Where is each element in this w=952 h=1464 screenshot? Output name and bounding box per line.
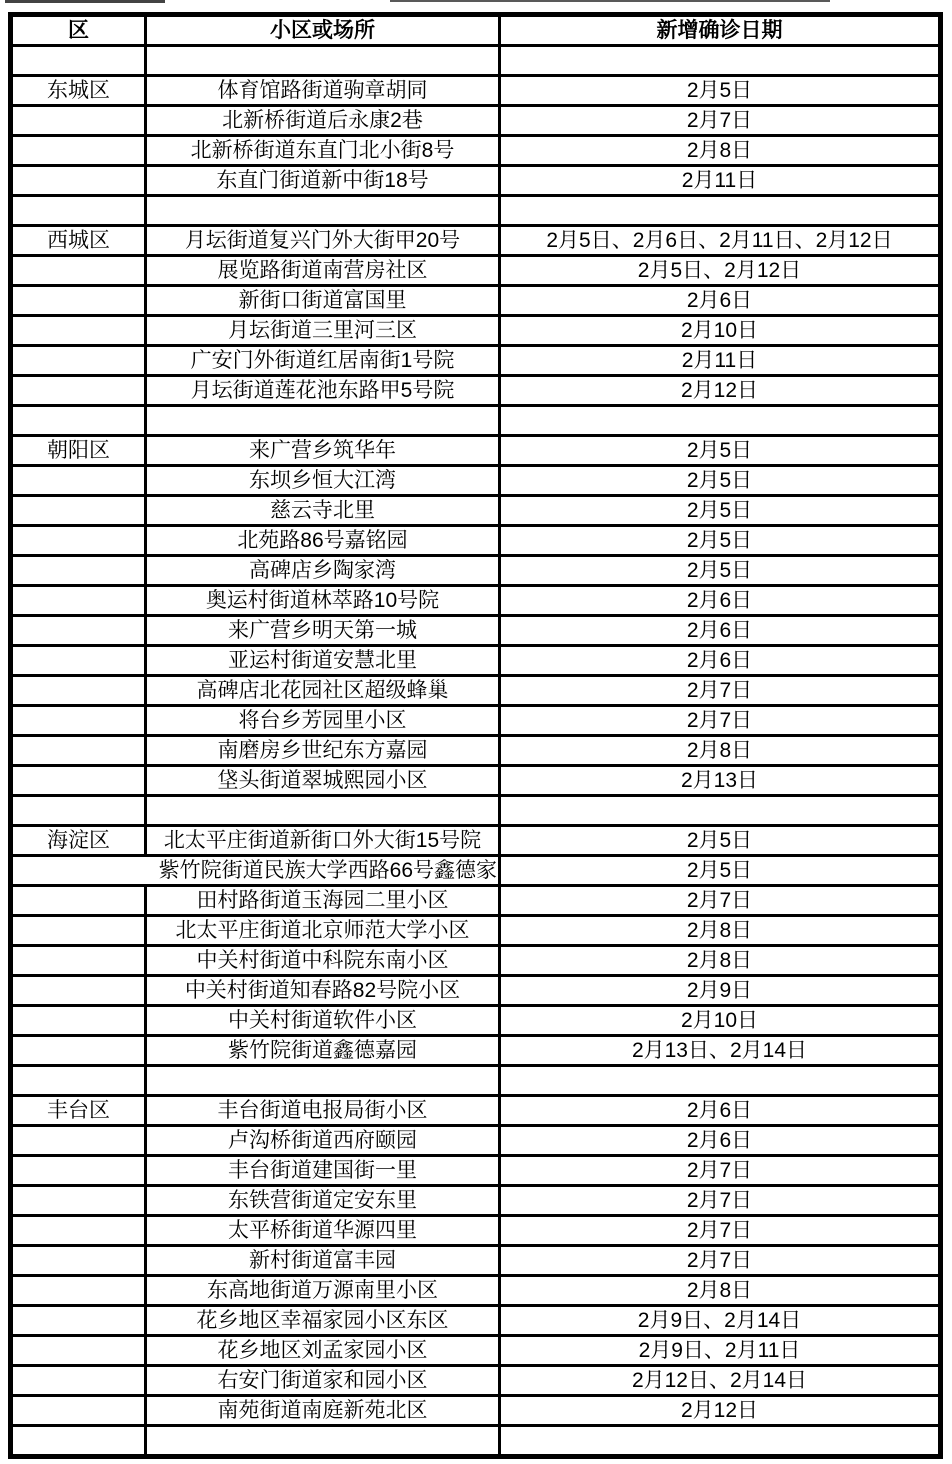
cell-place: 太平桥街道华源四里 — [146, 1216, 500, 1246]
cell-district — [11, 796, 146, 826]
cell-dates: 2月11日 — [500, 346, 941, 376]
table-row — [11, 256, 941, 286]
table-row — [11, 616, 941, 646]
cell-dates: 2月9日、2月11日 — [500, 1336, 941, 1366]
cell-place: 慈云寺北里 — [146, 496, 500, 526]
cell-district: 西城区 — [11, 226, 146, 256]
cell-place — [146, 196, 500, 226]
cell-dates: 2月6日 — [500, 286, 941, 316]
cell-district — [11, 976, 146, 1006]
cell-place: 广安门外街道红居南街1号院 — [146, 346, 500, 376]
cell-place — [146, 1066, 500, 1096]
cell-place: 右安门街道家和园小区 — [146, 1366, 500, 1396]
cell-district: 丰台区 — [11, 1096, 146, 1126]
cell-district — [11, 406, 146, 436]
cell-place: 丰台街道建国街一里 — [146, 1156, 500, 1186]
cell-district — [11, 1276, 146, 1306]
cell-place: 来广营乡筑华年 — [146, 436, 500, 466]
cell-dates: 2月11日 — [500, 166, 941, 196]
cell-district — [11, 556, 146, 586]
cell-place: 将台乡芳园里小区 — [146, 706, 500, 736]
cell-district — [11, 376, 146, 406]
table-row — [11, 1006, 941, 1036]
col-header-dates: 新增确诊日期 — [500, 15, 941, 46]
table-row — [11, 1306, 941, 1336]
cell-place: 卢沟桥街道西府颐园 — [146, 1126, 500, 1156]
cell-dates — [500, 1066, 941, 1096]
table-row — [11, 1126, 941, 1156]
table-row — [11, 436, 941, 466]
cropped-border-artifact — [5, 0, 165, 3]
table-row — [11, 1186, 941, 1216]
cell-place — [146, 796, 500, 826]
cell-district — [11, 316, 146, 346]
cell-place: 中关村街道中科院东南小区 — [146, 946, 500, 976]
cell-dates: 2月5日 — [500, 856, 941, 886]
cell-district — [11, 1036, 146, 1066]
cell-district — [11, 916, 146, 946]
cell-place: 月坛街道莲花池东路甲5号院 — [146, 376, 500, 406]
cell-district — [11, 1186, 146, 1216]
cell-place — [146, 1426, 500, 1457]
cell-place: 中关村街道知春路82号院小区 — [146, 976, 500, 1006]
table-row — [11, 1426, 941, 1457]
table-row — [11, 826, 941, 856]
cell-dates: 2月6日 — [500, 646, 941, 676]
cell-dates: 2月5日 — [500, 556, 941, 586]
cell-dates: 2月8日 — [500, 736, 941, 766]
cell-place: 垡头街道翠城熙园小区 — [146, 766, 500, 796]
table-row — [11, 1276, 941, 1306]
cell-district — [11, 1066, 146, 1096]
cell-dates: 2月5日、2月12日 — [500, 256, 941, 286]
cell-dates: 2月5日 — [500, 436, 941, 466]
table-row — [11, 856, 941, 886]
table-row — [11, 376, 941, 406]
table-row — [11, 676, 941, 706]
cell-district — [11, 106, 146, 136]
cell-dates: 2月5日 — [500, 496, 941, 526]
table-row — [11, 586, 941, 616]
table-row — [11, 796, 941, 826]
table-row — [11, 286, 941, 316]
table-row — [11, 106, 941, 136]
cell-dates: 2月8日 — [500, 946, 941, 976]
table-row — [11, 646, 941, 676]
cell-dates: 2月13日、2月14日 — [500, 1036, 941, 1066]
cell-district — [11, 136, 146, 166]
cell-dates: 2月8日 — [500, 1276, 941, 1306]
table-row — [11, 1396, 941, 1426]
cell-district — [11, 586, 146, 616]
cell-place: 花乡地区幸福家园小区东区 — [146, 1306, 500, 1336]
cell-dates — [500, 196, 941, 226]
table-row — [11, 406, 941, 436]
table-row — [11, 766, 941, 796]
cell-place: 奥运村街道林萃路10号院 — [146, 586, 500, 616]
covid-location-table — [8, 12, 943, 1459]
cell-district — [11, 1336, 146, 1366]
cropped-border-artifact — [390, 0, 830, 2]
cell-district — [11, 526, 146, 556]
cell-district — [11, 706, 146, 736]
cell-district — [11, 1216, 146, 1246]
table-row — [11, 196, 941, 226]
table-row — [11, 976, 941, 1006]
table-row — [11, 706, 941, 736]
cell-place: 中关村街道软件小区 — [146, 1006, 500, 1036]
table-row — [11, 1216, 941, 1246]
cell-district: 东城区 — [11, 76, 146, 106]
cell-place: 花乡地区刘孟家园小区 — [146, 1336, 500, 1366]
cell-dates: 2月12日 — [500, 376, 941, 406]
cell-district — [11, 1366, 146, 1396]
table-row — [11, 76, 941, 106]
cell-place: 田村路街道玉海园二里小区 — [146, 886, 500, 916]
table-row — [11, 226, 941, 256]
cell-district — [11, 346, 146, 376]
cell-place: 高碑店乡陶家湾 — [146, 556, 500, 586]
cell-district — [11, 886, 146, 916]
table-row — [11, 316, 941, 346]
table-row — [11, 46, 941, 76]
cell-district — [11, 736, 146, 766]
table-row — [11, 916, 941, 946]
cell-dates: 2月7日 — [500, 886, 941, 916]
cell-place: 月坛街道三里河三区 — [146, 316, 500, 346]
cell-district — [11, 766, 146, 796]
cell-district — [11, 256, 146, 286]
cell-dates: 2月12日 — [500, 1396, 941, 1426]
cell-dates: 2月13日 — [500, 766, 941, 796]
cell-dates — [500, 796, 941, 826]
cell-district: 海淀区 — [11, 826, 146, 856]
cell-district — [11, 1306, 146, 1336]
cell-district — [11, 1396, 146, 1426]
cell-place: 北太平庄街道新街口外大街15号院 — [146, 826, 500, 856]
table-row — [11, 1036, 941, 1066]
cell-dates: 2月5日 — [500, 826, 941, 856]
cell-dates: 2月5日 — [500, 466, 941, 496]
cell-district — [11, 1156, 146, 1186]
table-row — [11, 466, 941, 496]
cell-dates: 2月8日 — [500, 916, 941, 946]
cell-place: 东直门街道新中街18号 — [146, 166, 500, 196]
cell-district — [11, 286, 146, 316]
table-body — [11, 46, 941, 1457]
cell-district — [11, 946, 146, 976]
cell-dates: 2月9日、2月14日 — [500, 1306, 941, 1336]
cell-dates: 2月6日 — [500, 586, 941, 616]
cell-dates — [500, 1426, 941, 1457]
table-row — [11, 1366, 941, 1396]
table-row — [11, 886, 941, 916]
table-row — [11, 1066, 941, 1096]
cell-dates: 2月6日 — [500, 1096, 941, 1126]
cell-place: 南磨房乡世纪东方嘉园 — [146, 736, 500, 766]
cell-dates: 2月6日 — [500, 616, 941, 646]
cell-district — [11, 676, 146, 706]
cell-dates: 2月7日 — [500, 1156, 941, 1186]
cell-place: 展览路街道南营房社区 — [146, 256, 500, 286]
table-row — [11, 1156, 941, 1186]
cell-district — [11, 46, 146, 76]
cell-dates — [500, 406, 941, 436]
cell-place: 高碑店北花园社区超级蜂巢 — [146, 676, 500, 706]
table-row — [11, 526, 941, 556]
cell-dates: 2月10日 — [500, 316, 941, 346]
table-row — [11, 946, 941, 976]
table-row — [11, 346, 941, 376]
cell-district — [11, 196, 146, 226]
cell-district — [11, 1246, 146, 1276]
cell-dates: 2月7日 — [500, 1216, 941, 1246]
table-row — [11, 1096, 941, 1126]
cell-place: 新村街道富丰园 — [146, 1246, 500, 1276]
cell-dates: 2月7日 — [500, 706, 941, 736]
table-row — [11, 496, 941, 526]
table-row — [11, 736, 941, 766]
col-header-place: 小区或场所 — [146, 15, 500, 46]
cell-dates: 2月8日 — [500, 136, 941, 166]
cell-district — [11, 1006, 146, 1036]
table-row — [11, 1336, 941, 1366]
cell-place: 北新桥街道东直门北小街8号 — [146, 136, 500, 166]
cell-place: 亚运村街道安慧北里 — [146, 646, 500, 676]
cell-place: 东高地街道万源南里小区 — [146, 1276, 500, 1306]
cell-district — [11, 466, 146, 496]
cell-place: 丰台街道电报局街小区 — [146, 1096, 500, 1126]
cell-district — [11, 496, 146, 526]
col-header-district: 区 — [11, 15, 146, 46]
cell-dates: 2月7日 — [500, 106, 941, 136]
cell-place: 南苑街道南庭新苑北区 — [146, 1396, 500, 1426]
cell-dates: 2月5日 — [500, 76, 941, 106]
cell-place: 东坝乡恒大江湾 — [146, 466, 500, 496]
header-row — [11, 15, 941, 46]
cell-dates — [500, 46, 941, 76]
cell-dates: 2月7日 — [500, 1246, 941, 1276]
cell-place: 紫竹院街道民族大学西路66号鑫德家 — [11, 856, 500, 886]
cell-place — [146, 46, 500, 76]
cell-dates: 2月12日、2月14日 — [500, 1366, 941, 1396]
cell-place: 来广营乡明天第一城 — [146, 616, 500, 646]
cell-place — [146, 406, 500, 436]
cell-dates: 2月10日 — [500, 1006, 941, 1036]
cell-dates: 2月7日 — [500, 1186, 941, 1216]
cell-place: 紫竹院街道鑫德嘉园 — [146, 1036, 500, 1066]
cell-place: 东铁营街道定安东里 — [146, 1186, 500, 1216]
cell-dates: 2月5日 — [500, 526, 941, 556]
cell-district — [11, 1126, 146, 1156]
cell-place: 月坛街道复兴门外大街甲20号 — [146, 226, 500, 256]
cell-district — [11, 166, 146, 196]
cell-dates: 2月5日、2月6日、2月11日、2月12日 — [500, 226, 941, 256]
cell-dates: 2月9日 — [500, 976, 941, 1006]
cell-place: 新街口街道富国里 — [146, 286, 500, 316]
table-row — [11, 556, 941, 586]
cell-district — [11, 1426, 146, 1457]
cell-place: 体育馆路街道驹章胡同 — [146, 76, 500, 106]
cell-district — [11, 646, 146, 676]
cell-place: 北太平庄街道北京师范大学小区 — [146, 916, 500, 946]
table-row — [11, 136, 941, 166]
cell-district — [11, 616, 146, 646]
cell-place: 北新桥街道后永康2巷 — [146, 106, 500, 136]
cell-place: 北苑路86号嘉铭园 — [146, 526, 500, 556]
table-row — [11, 166, 941, 196]
cell-dates: 2月7日 — [500, 676, 941, 706]
cell-dates: 2月6日 — [500, 1126, 941, 1156]
table-row — [11, 1246, 941, 1276]
cell-district: 朝阳区 — [11, 436, 146, 466]
